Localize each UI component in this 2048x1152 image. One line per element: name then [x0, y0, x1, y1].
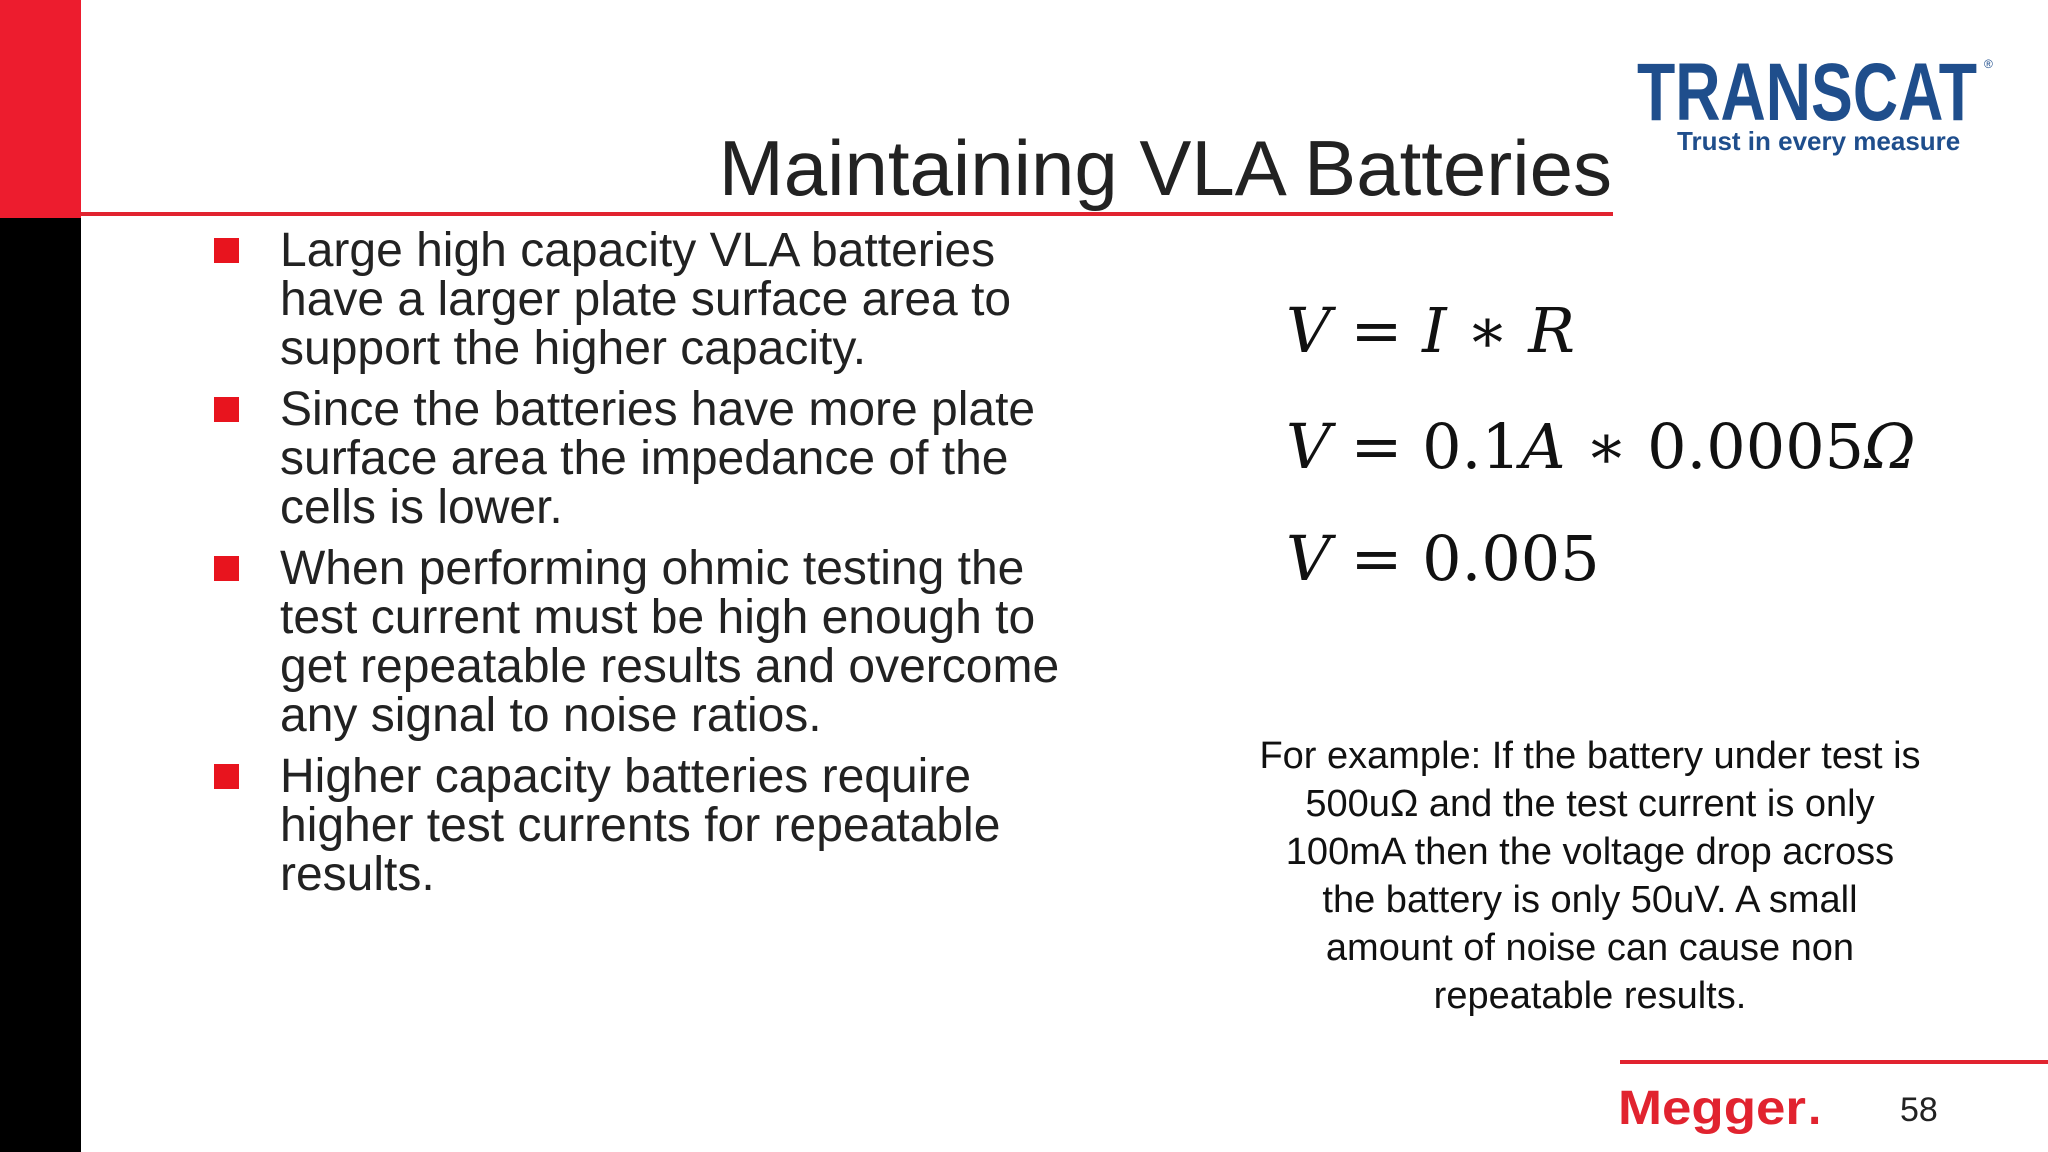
bullet-item: [210, 544, 1110, 740]
transcat-logo-tagline: Trust in every measure: [1677, 126, 1961, 156]
title-underline: [81, 212, 1613, 216]
square-bullet-icon: [214, 238, 239, 263]
bullet-item: [210, 226, 1110, 373]
megger-logo: [1618, 1080, 1858, 1140]
sidebar-red-band: [0, 0, 81, 218]
square-bullet-icon: [214, 556, 239, 581]
transcat-logo-wordmark: TRANSCAT: [1637, 50, 1977, 138]
square-bullet-icon: [214, 764, 239, 789]
transcat-logo: [1632, 50, 2012, 160]
bullet-text: When performing ohmic testing the test current must be high enough to get repeatable results and overcome any signal to noise ratios.: [280, 542, 1060, 742]
bullet-item: [210, 385, 1110, 532]
equation-result: V = 0.005: [1286, 522, 1600, 595]
sidebar-black-band: [0, 218, 81, 1152]
bullet-item: [210, 752, 1110, 899]
bullet-text: Large high capacity VLA batteries have a larger plate surface area to support the higher capacity.: [280, 224, 1012, 375]
megger-logo-wordmark: Megger: [1618, 1082, 1806, 1135]
square-bullet-icon: [214, 397, 239, 422]
equation-ohms-law: V = I ∗ R: [1286, 294, 1575, 367]
slide-title: Maintaining VLA Batteries: [718, 124, 1612, 212]
page-number: 58: [1900, 1091, 1938, 1129]
megger-logo-dot: .: [1808, 1082, 1822, 1135]
equation-substituted: V = 0.1A ∗ 0.0005Ω: [1286, 410, 1916, 483]
example-text: For example: If the battery under test is 500uΩ and the test current is only 100mA then the voltage drop across the battery is only 50uV. A small amount of noise can cause non repeatable results.: [1259, 735, 1921, 1017]
bullet-text: Higher capacity batteries require higher test currents for repeatable results.: [280, 750, 1001, 901]
bullet-text: Since the batteries have more plate surface area the impedance of the cells is lower.: [280, 383, 1036, 534]
footer-rule: [1620, 1060, 2048, 1064]
svg-text:®: ®: [1984, 57, 1993, 71]
bullet-list: [210, 226, 1110, 911]
